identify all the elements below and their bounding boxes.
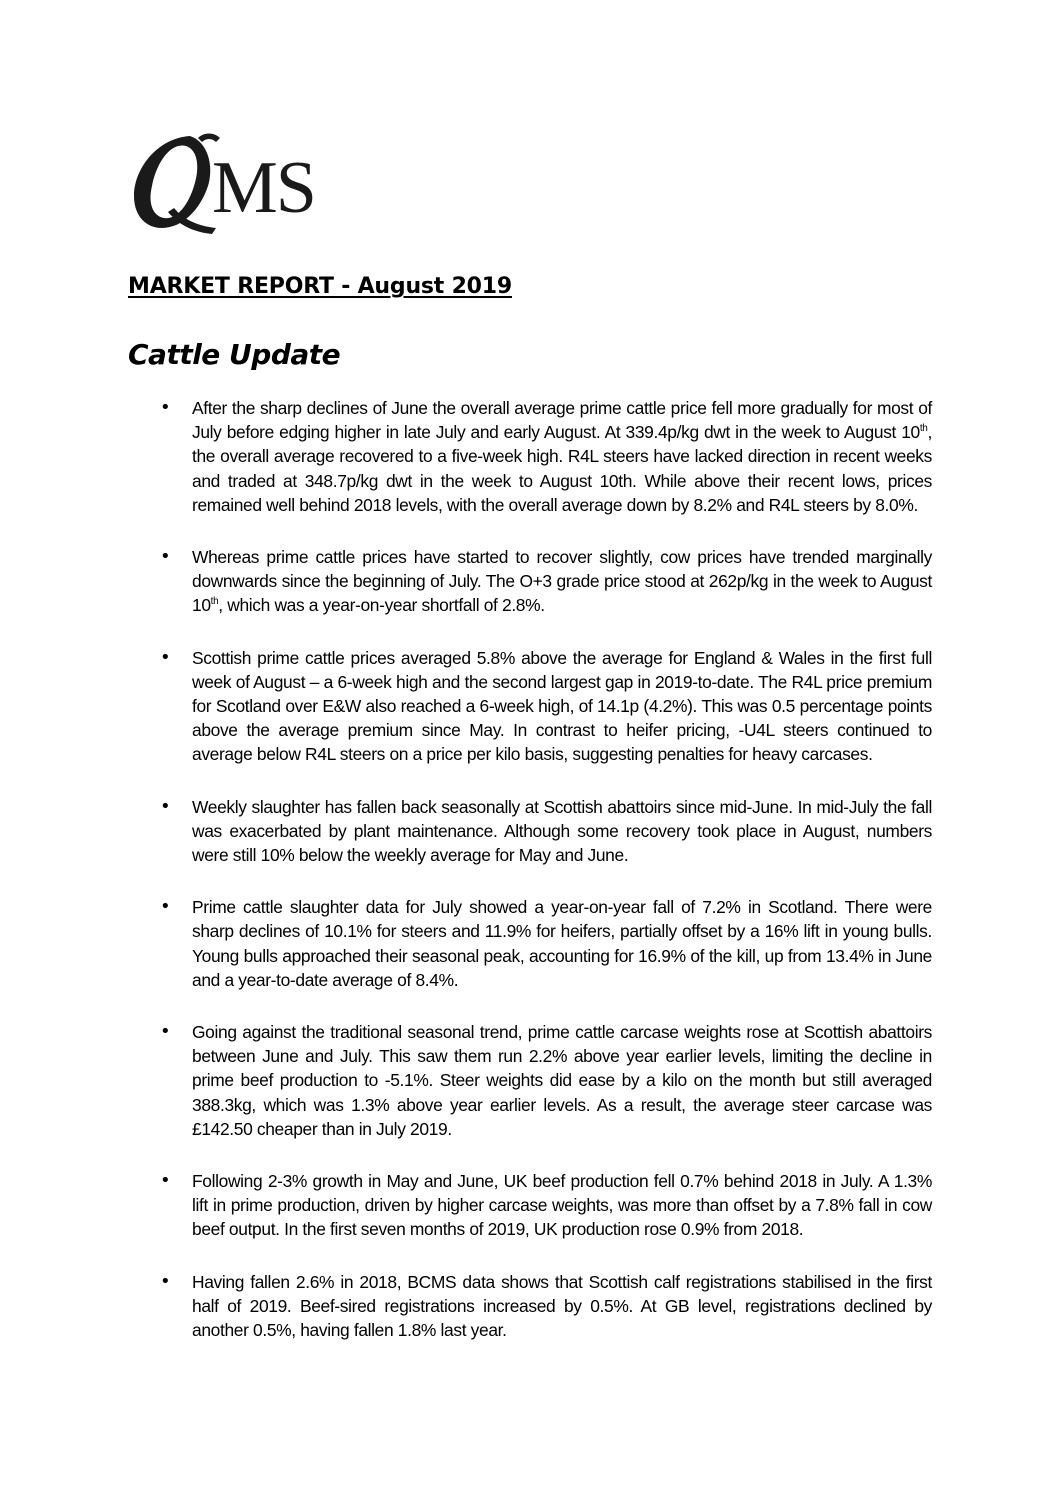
bullet-item [160, 795, 932, 868]
bullet-item [160, 396, 932, 517]
bullet-text: Whereas prime cattle prices have started to recover slightly, cow prices have trended marginally downwards since the beginning of July. The O+3 grade price stood at 262p/kg in the week to August 10th, which was a year-on-year shortfall of 2.8%. [192, 547, 932, 616]
bullet-text: Following 2-3% growth in May and June, UK beef production fell 0.7% behind 2018 in July. A 1.3% lift in prime production, driven by higher carcase weights, was more than offset by a 7.8% fall in cow beef output. In the first seven months of 2019, UK production rose 0.9% from 2018. [192, 1171, 932, 1240]
section-title: Cattle Update [128, 338, 341, 371]
bullet-item [160, 1020, 932, 1141]
bullet-text: Prime cattle slaughter data for July showed a year-on-year fall of 7.2% in Scotland. There were sharp declines of 10.1% for steers and 11.9% for heifers, partially offset by a 16% lift in young bulls. Young bulls approached their seasonal peak, accounting for 16.9% of the kill, up from 13.4% in June and a year-to-date average of 8.4%. [192, 897, 932, 990]
bullet-list [160, 396, 932, 1370]
bullet-item [160, 545, 932, 618]
bullet-item [160, 1169, 932, 1242]
bullet-icon: • [160, 397, 171, 418]
qms-logo-icon [128, 128, 348, 238]
bullet-icon: • [160, 646, 171, 668]
bullet-item [160, 895, 932, 992]
bullet-text: After the sharp declines of June the overall average prime cattle price fell more gradually for most of July before edging higher in late July and early August. At 339.4p/kg dwt in the week to August 10th, the overall average recovered to a five-week high. R4L steers have lacked direction in recent weeks and traded at 348.7p/kg dwt in the week to August 10th. While above their recent lows, prices remained well behind 2018 levels, with the overall average down by 8.2% and R4L steers by 8.0%. [192, 398, 932, 515]
bullet-text: Weekly slaughter has fallen back seasonally at Scottish abattoirs since mid-June. In mid-July the fall was exacerbated by plant maintenance. Although some recovery took place in August, numbers were still 10% below the weekly average for May and June. [192, 796, 932, 866]
bullet-icon: • [160, 795, 171, 817]
bullet-item [160, 1270, 932, 1343]
bullet-text: Scottish prime cattle prices averaged 5.8% above the average for England & Wales in the first full week of August – a 6-week high and the second largest gap in 2019-to-date. The R4L price premium for Scotland over E&W also reached a 6-week high, of 14.1p (4.2%). This was 0.5 percentage points above the average premium since May. In contrast to heifer pricing, -U4L steers continued to average below R4L steers on a price per kilo basis, suggesting penalties for heavy carcases. [192, 647, 932, 765]
bullet-icon: • [160, 896, 171, 918]
bullet-icon: • [160, 1270, 171, 1292]
report-title: MARKET REPORT - August 2019 [128, 274, 513, 299]
bullet-item [160, 646, 932, 767]
bullet-text: Having fallen 2.6% in 2018, BCMS data shows that Scottish calf registrations stabilised in the first half of 2019. Beef-sired registrations increased by 0.5%. At GB level, registrations declined by another 0.5%, having fallen 1.8% last year. [192, 1271, 932, 1341]
bullet-text: Going against the traditional seasonal trend, prime cattle carcase weights rose at Scottish abattoirs between June and July. This saw them run 2.2% above year earlier levels, limiting the decline in prime beef production to -5.1%. Steer weights did ease by a kilo on the month but still averaged 388.3kg, which was 1.3% above year earlier levels. As a result, the average steer carcase was £142.50 cheaper than in July 2019. [192, 1022, 932, 1139]
bullet-icon: • [160, 546, 171, 568]
svg-text:MS: MS [212, 147, 315, 229]
bullet-icon: • [160, 1021, 171, 1043]
bullet-icon: • [160, 1170, 171, 1192]
